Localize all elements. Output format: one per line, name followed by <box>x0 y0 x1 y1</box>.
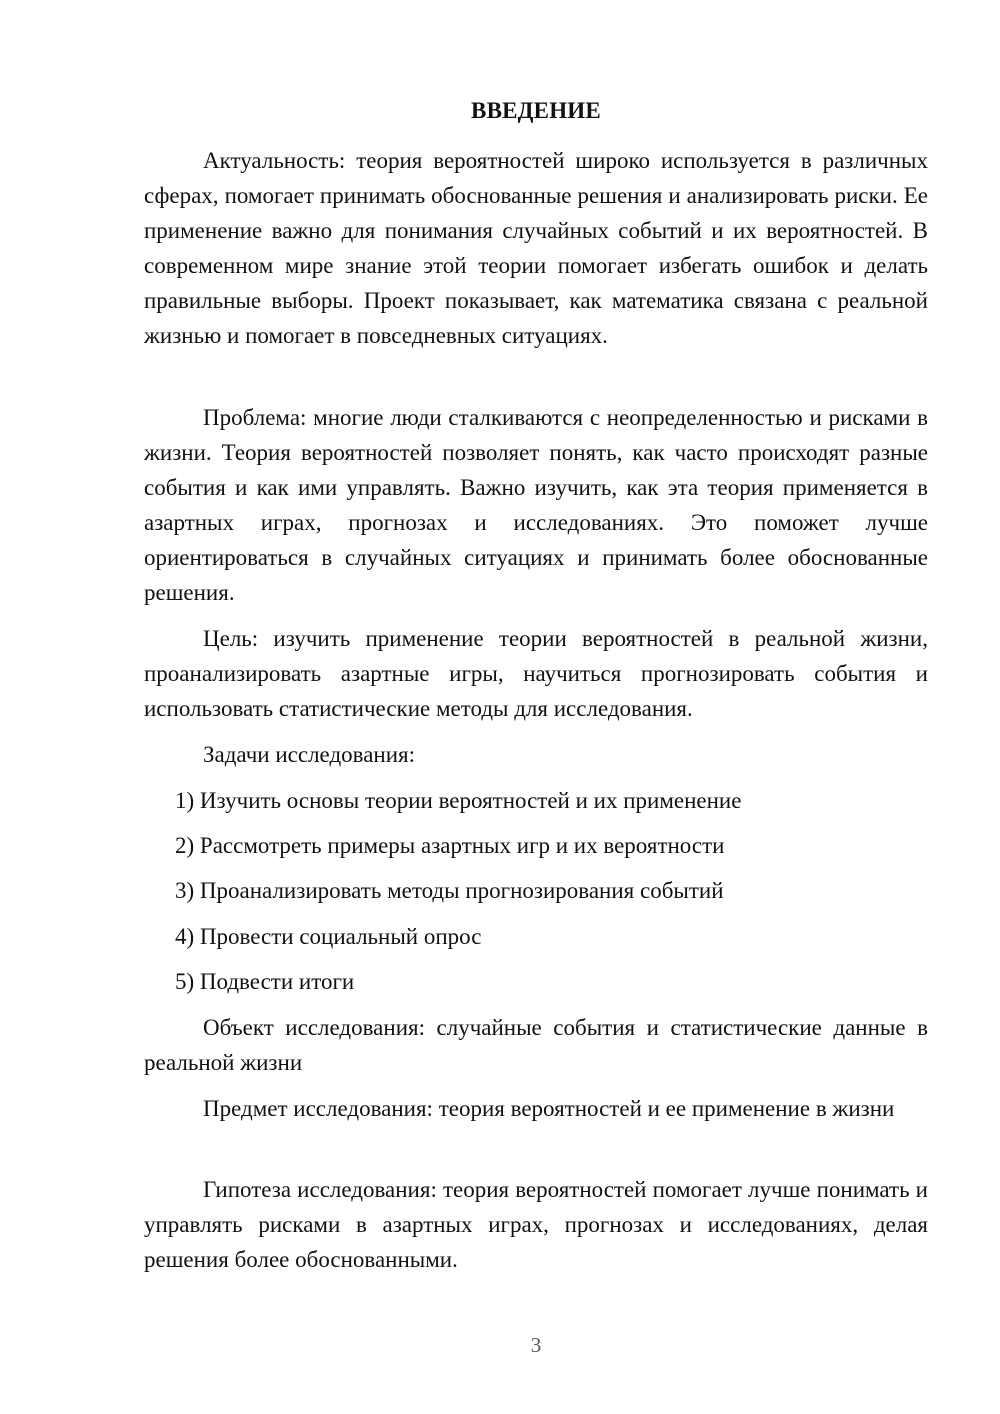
object-paragraph: Объект исследования: случайные события и статистические данные в реальной жизни <box>144 1015 928 1075</box>
task-item-2: 2) Рассмотреть примеры азартных игр и их вероятности <box>175 833 725 858</box>
problem-paragraph: Проблема: многие люди сталкиваются с неопределенностью и рисками в жизни. Теория вероятностей позволяет понять, как часто происходят разные события и как ими управлять. Важно изучить, как эта теория применяется в азартных играх, прогнозах и исследованиях. Это поможет лучше ориентироваться в случайных ситуациях и принимать более обоснованные решения. <box>144 405 928 605</box>
page-number: 3 <box>530 1333 542 1357</box>
goal-paragraph: Цель: изучить применение теории вероятностей в реальной жизни, проанализировать азартные игры, научиться прогнозировать события и использовать статистические методы для исследования. <box>144 626 928 721</box>
page-title: ВВЕДЕНИЕ <box>471 98 601 123</box>
task-item-5: 5) Подвести итоги <box>175 969 355 994</box>
subject-paragraph: Предмет исследования: теория вероятностей и ее применение в жизни <box>203 1096 895 1121</box>
relevance-paragraph: Актуальность: теория вероятностей широко используется в различных сферах, помогает принимать обоснованные решения и анализировать риски. Ее применение важно для понимания случайных событий и их вероятностей. В современном мире знание этой теории помогает избегать ошибок и делать правильные выборы. Проект показывает, как математика связана с реальной жизнью и помогает в повседневных ситуациях. <box>144 148 928 348</box>
tasks-heading: Задачи исследования: <box>203 742 416 767</box>
hypothesis-paragraph: Гипотеза исследования: теория вероятностей помогает лучше понимать и управлять рисками в азартных играх, прогнозах и исследованиях, делая решения более обоснованными. <box>144 1177 928 1272</box>
task-item-4: 4) Провести социальный опрос <box>175 924 482 949</box>
task-item-1: 1) Изучить основы теории вероятностей и их применение <box>175 788 742 813</box>
task-item-3: 3) Проанализировать методы прогнозирования событий <box>175 878 724 903</box>
